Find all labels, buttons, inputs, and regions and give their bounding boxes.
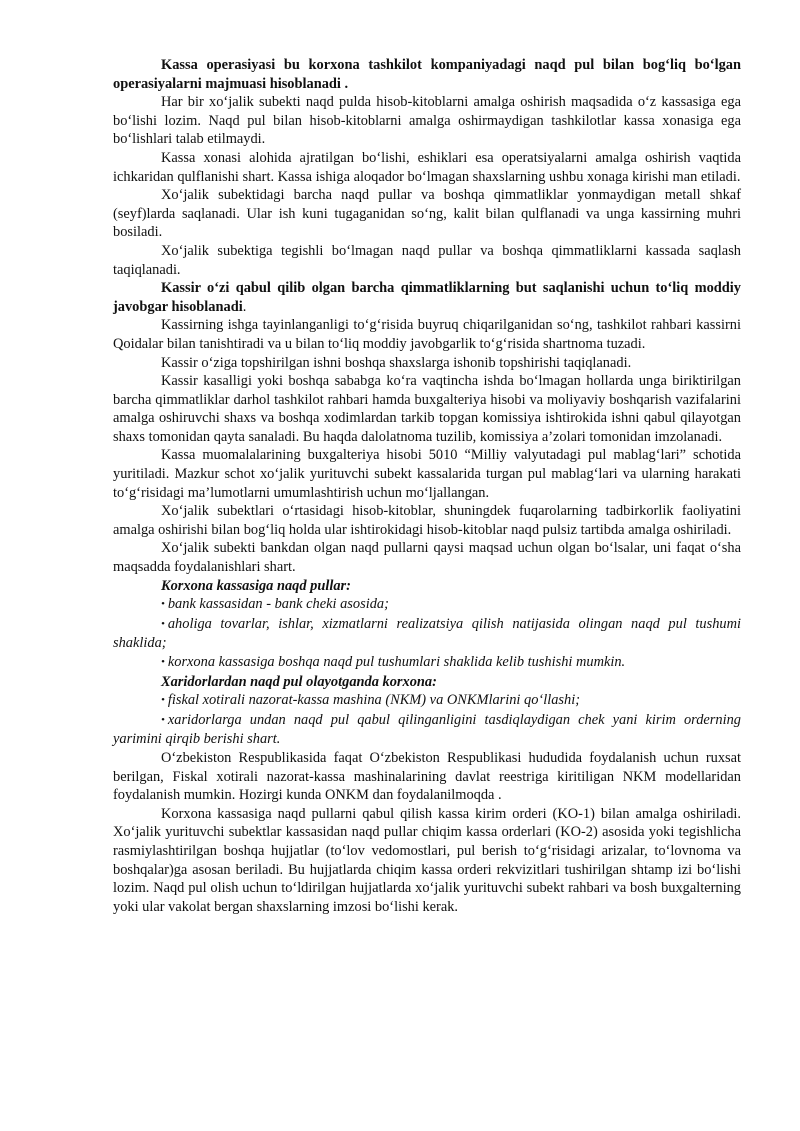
- bullet-item: • bank kassasidan - bank cheki asosida;: [161, 596, 389, 613]
- paragraph-cash-room: Kassa xonasi alohida ajratilgan bo‘lishi, eshiklari esa operatsiyalarni amalga oshirish vaqtida ichkaridan qulflanishi shart. Kassa ishiga aloqador bo‘lmagan shaxslarning ushbu xonaga kirishi man etiladi.: [113, 149, 741, 185]
- bullet-icon: •: [161, 713, 165, 726]
- paragraph-account-5010: Kassa muomalalarining buxgalteriya hisobi 5010 “Milliy valyutadagi pul mablag‘lari” schotida yuritiladi. Mazkur schot xo‘jalik yurituvchi subekt kassalarida turgan pul mablag‘lari va ularning harakati to‘g‘risidagi ma’lumotlarni umumlashtirish uchun mo‘ljallangan.: [113, 447, 741, 501]
- bullet-icon: •: [161, 598, 165, 611]
- heading-cash-inflows: Korxona kassasiga naqd pullar:: [161, 577, 351, 594]
- paragraph-cashier-appointment: Kassirning ishga tayinlanganligi to‘g‘risida buyruq chiqarilganidan so‘ng, tashkilot rahbari kassirni Qoidalar bilan tanishtiradi va u bilan to‘liq moddiy javobgarlik to‘g‘risida shartnoma tuzadi.: [113, 317, 741, 352]
- bullet-icon: •: [161, 617, 165, 630]
- paragraph-definition: Kassa operasiyasi bu korxona tashkilot kompaniyadagi naqd pul bilan bog‘liq bo‘lgan operasiyalarni majmuasi hisoblanadi .: [113, 57, 741, 92]
- paragraph-delegation: Kassir o‘ziga topshirilgan ishni boshqa shaxslarga ishonib topshirishi taqiqlanadi.: [161, 354, 632, 371]
- paragraph-non-cash-settlements: Xo‘jalik subektlari o‘rtasidagi hisob-kitoblar, shuningdek fuqarolarning tadbirkorlik faoliyatini amalga oshirishi bilan bog‘liq holda ular ishtirokidagi hisob-kitoblar naqd pulsiz tartibda amalga oshiriladi.: [113, 503, 741, 538]
- paragraph-cash-orders: Korxona kassasiga naqd pullarni qabul qilish kassa kirim orderi (KO-1) bilan amalga oshiriladi. Xo‘jalik yurituvchi subektlar kassasidan naqd pullar chiqim kassa orderlari (KO-2) asosida yoki tegishlicha rasmiylashtirilgan boshqa hujjatlar (to‘lov vedomostlari, pul berish to‘g‘risidagi arizalar, to‘lovnoma va boshqalar)ga asosan beriladi. Bu hujjatlarda chiqim kassa orderi rekvizitlari tushirilgan shtamp izi bo‘lishi lozim. Naqd pul olish uchun to‘ldirilgan hujjatlarda xo‘jalik yurituvchi subekt rahbari va bosh buxgalterning yoki ular vakolat bergan shaxslarning imzosi bo‘lishi kerak.: [113, 805, 741, 915]
- document-page: [113, 56, 741, 916]
- paragraph-prohibited-storage: Xo‘jalik subektiga tegishli bo‘lmagan naqd pullar va boshqa qimmatliklarni kassada saqlash taqiqlanadi.: [113, 242, 741, 278]
- paragraph-cashier-liability: Kassir o‘zi qabul qilib olgan barcha qimmatliklarning but saqlanishi uchun to‘liq moddiy javobgar hisoblanadi.: [113, 280, 741, 315]
- bullet-item: • aholiga tovarlar, ishlar, xizmatlarni realizatsiya qilish natijasida olingan naqd pul tushumi shaklida;: [113, 615, 741, 652]
- paragraph-bank-cash-purpose: Xo‘jalik subekti bankdan olgan naqd pullarni qaysi maqsad uchun olgan bo‘lsalar, uni faqat o‘sha maqsadda foydalanishlari shart.: [113, 540, 741, 576]
- bullet-item: • xaridorlarga undan naqd pul qabul qilinganligini tasdiqlaydigan chek yani kirim orderning yarimini qirqib berishi shart.: [113, 711, 741, 748]
- paragraph-nkm-registry: O‘zbekiston Respublikasida faqat O‘zbekiston Respublikasi hududida foydalanish uchun ruxsat berilgan, Fiskal xotirali nazorat-kassa mashinalarining davlat reestriga kiritiligan NKM modellaridan foydalanish mumkin. Hozirgi kunda ONKM dan foydalanilmoqda .: [113, 749, 741, 804]
- heading-buyers-cash: Xaridorlardan naqd pul olayotganda korxona:: [161, 673, 437, 690]
- bullet-icon: •: [161, 694, 165, 707]
- bullet-item: • korxona kassasiga boshqa naqd pul tushumlari shaklida kelib tushishi mumkin.: [161, 654, 626, 670]
- paragraph-safe: Xo‘jalik subektidagi barcha naqd pullar va boshqa qimmatliklar yonmaydigan metall shkaf (seyf)larda saqlanadi. Ular ish kuni tugaganidan so‘ng, kalit bilan qulflanadi va unga kassirning muhri bosiladi.: [113, 187, 741, 241]
- paragraph-own-cash-desk: Har bir xo‘jalik subekti naqd pulda hisob-kitoblarni amalga oshirish maqsadida o‘z kassasiga ega bo‘lishi lozim. Naqd pul bilan hisob-kitoblarni amalga oshirmaydigan tashkilotlar kassa xonasiga ega bo‘lishlari talab etilmaydi.: [113, 94, 741, 148]
- bullet-icon: •: [161, 656, 165, 668]
- bullet-item: • fiskal xotirali nazorat-kassa mashina (NKM) va ONKMlarini qo‘llashi;: [161, 692, 580, 709]
- paragraph-cashier-absence: Kassir kasalligi yoki boshqa sababga ko‘ra vaqtincha ishda bo‘lmagan hollarda unga biriktirilgan barcha qimmatliklar darhol tashkilot rahbari hamda buxgalteriya hisobi va moliyaviy boshqarish vazifalarini amalga oshiruvchi shaxs va boshqa xodimlardan tarkib topgan komissiya ishtirokida ishni qabul qilayotgan shaxs tomonidan qayta sanaladi. Bu haqda dalolatnoma tuzilib, komissiya a’zolari tomonidan imzolanadi.: [113, 373, 741, 445]
